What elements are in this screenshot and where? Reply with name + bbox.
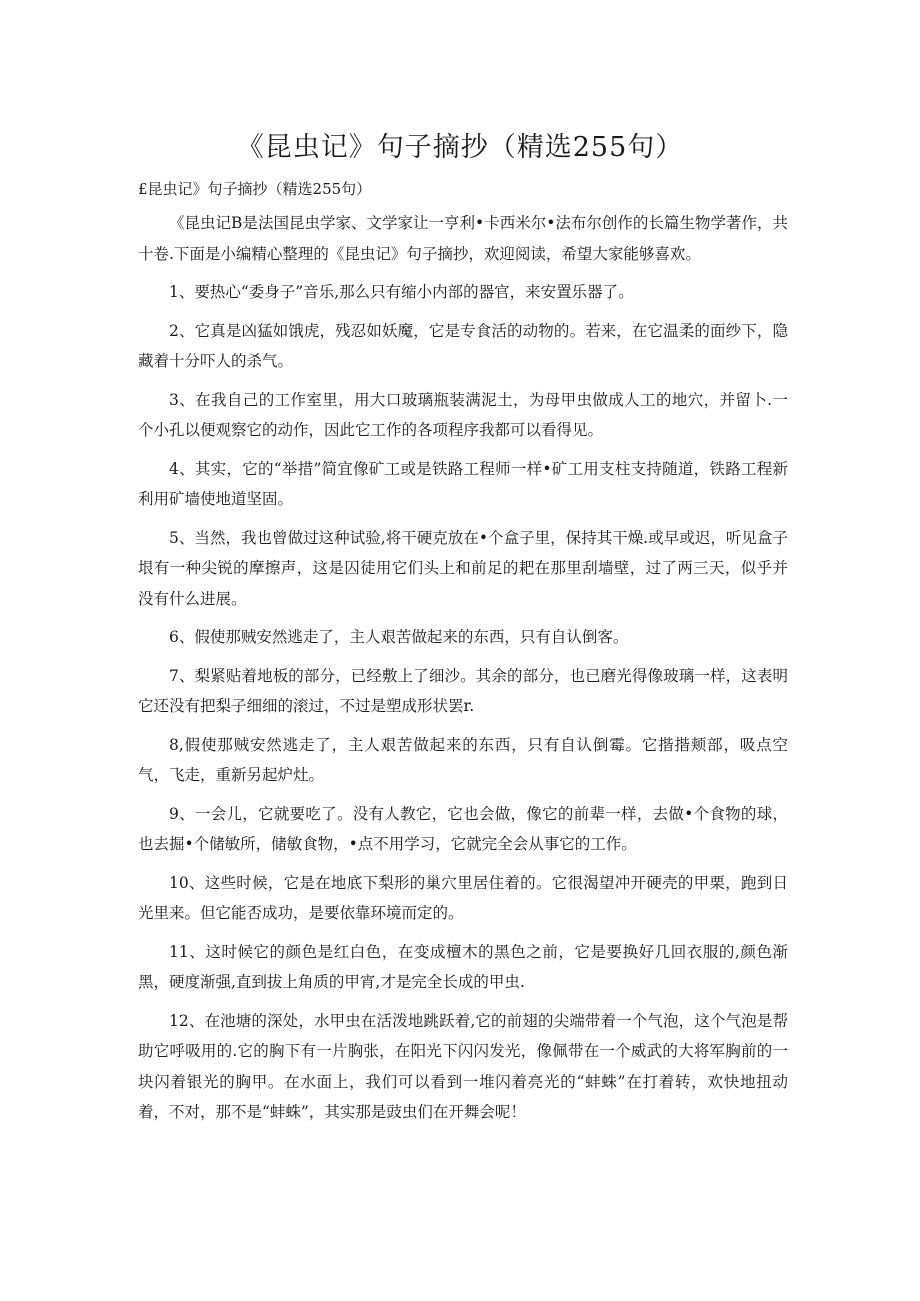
quote-item-4: 4、其实，它的“举措”简宜像矿工或是铁路工程师一样•矿工用支柱支持随道，铁路工程新利用矿墙使地道坚固。 [138,459,788,508]
quote-item-7: 7、梨紧贴着地板的部分，已经敷上了细沙。其余的部分，也已磨光得像玻璃一样，这表明它还没有把梨子细细的滚过，不过是塑成形状罢r. [138,666,788,715]
document-subtitle: £昆虫记》句子摘抄（精选255句） [138,180,372,198]
intro-paragraph: 《昆虫记B是法国昆虫学家、文学家让一亨利•卡西米尔•法布尔创作的长篇生物学著作，共十卷.下面是小编精心整理的《昆虫记》句子摘抄，欢迎阅读，希望大家能够喜欢。 [138,214,788,263]
quote-item-3: 3、在我自己的工作室里，用大口玻璃瓶装满泥土，为母甲虫做成人工的地穴，并留卜.一个小孔以便观察它的动作，因此它工作的各项程序我都可以看得见。 [138,390,788,439]
quote-item-8: 8,假使那贼安然逃走了，主人艰苦做起来的东西，只有自认倒霉。它揩揩颊部，吸点空气，飞走，重新另起炉灶。 [138,735,788,784]
quote-item-5: 5、当然，我也曾做过这种试验,将干硬克放在•个盒子里，保持其干燥.或早或迟，听见盒子垠有一种尖锐的摩擦声，这是囚徒用它们头上和前足的耙在那里刮墙壁，过了两三天，似乎并没有什么进展。 [138,528,788,608]
document-body [138,208,788,1136]
quote-item-1: 1、要热心“委身子”音乐,那么只有缩小内部的器官，来安置乐器了。 [169,283,634,301]
document-title: 《昆虫记》句子摘抄（精选255句） [236,132,684,163]
quote-item-9: 9、一会儿，它就要吃了。没有人教它，它也会做，像它的前辈一样，去做•个食物的球，也去掘•个储敏所，储敏食物，•点不用学习，它就完全会从事它的工作。 [138,804,788,853]
quote-item-10: 10、这些时候，它是在地底下梨形的巢穴里居住着的。它很渴望冲开硬壳的甲栗，跑到日光里来。但它能否成功，是要依靠环境而定的。 [138,873,788,922]
quote-item-6: 6、假使那贼安然逃走了，主人艰苦做起来的东西，只有自认倒客。 [169,628,629,646]
quote-item-11: 11、这时候它的颜色是红白色，在变成檀木的黑色之前，它是要换好几回衣服的,颜色渐黑，硬度渐强,直到拔上角质的甲宵,才是完全长成的甲虫. [138,942,788,991]
quote-item-2: 2、它真是凶猛如饿虎，残忍如妖魔，它是专食活的动物的。若来，在它温柔的面纱下，隐藏着十分吓人的杀气。 [138,321,788,370]
quote-item-12: 12、在池塘的深处，水甲虫在活泼地跳跃着,它的前翅的尖端带着一个气泡，这个气泡是帮助它呼吸用的.它的胸下有一片胸张，在阳光下闪闪发光，像佩带在一个威武的大将军胸前的一块闪着银光的胸甲。在水面上，我们可以看到一堆闪着亮光的“蚌蛛”在打着转，欢快地扭动着，不对，那不是“蚌蛛”，其实那是豉虫们在开舞会呢！ [138,1011,788,1121]
